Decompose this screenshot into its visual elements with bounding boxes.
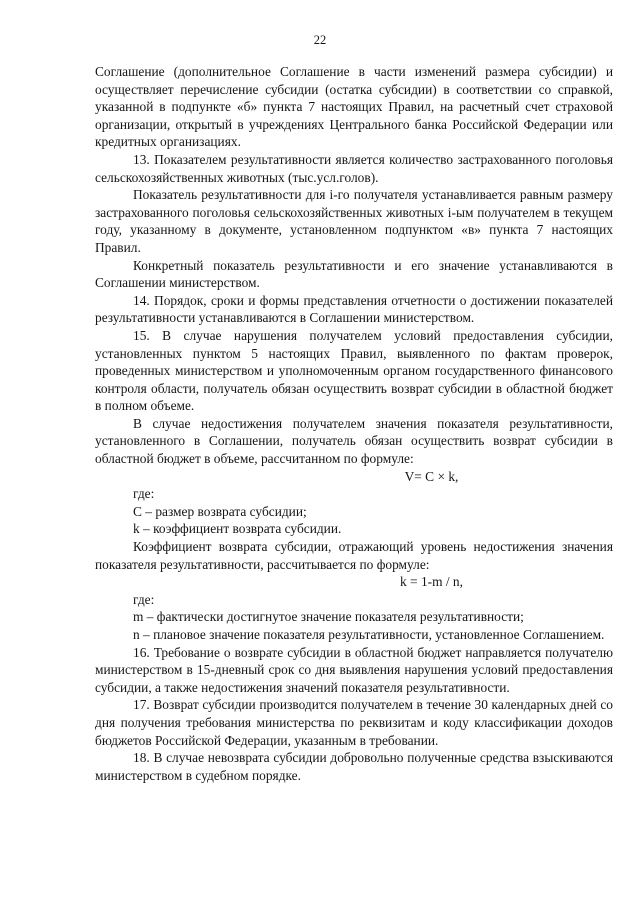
paragraph-15: 15. В случае нарушения получателем условий предоставления субсидии, установленных пунктом 5 настоящих Правил, выявленного по фактам проверок, проведенных министерством и уполномоченным органом государственного финансового контроля области, получатель обязан осуществить возврат субсидии в областной бюджет в полном объеме. (95, 327, 613, 414)
paragraph-15-coefficient: Коэффициент возврата субсидии, отражающий уровень недостижения значения показателя результативности, рассчитывается по формуле: (95, 539, 613, 572)
formula-coefficient: k = 1-m / n, (400, 574, 463, 590)
definition-m: m – фактически достигнутое значение показателя результативности; (133, 609, 524, 625)
page-number: 22 (313, 33, 327, 47)
where-label: где: (133, 591, 155, 607)
paragraph-15-shortfall: В случае недостижения получателем значения показателя результативности, установленного в Соглашении, получатель обязан осуществить возврат субсидии в областной бюджет в объеме, рассчитанном по формуле: (95, 415, 613, 467)
paragraph-13-agreement: Конкретный показатель результативности и его значение устанавливаются в Соглашении министерством. (95, 257, 613, 291)
formula-return-volume: V= C × k, (404, 468, 459, 484)
paragraph-13-indicator: Показатель результативности для i-го получателя устанавливается равным размеру застрахованного поголовья сельскохозяйственных животных i-ым получателем в текущем году, указанному в документе, установленном подпунктом «в» пункта 7 настоящих Правил. (95, 187, 613, 255)
paragraph-17: 17. Возврат субсидии производится получателем в течение 30 календарных дней со дня получения требования министерства по реквизитам и коду классификации доходов бюджетов Российской Федерации, указанным в требовании. (95, 697, 613, 748)
paragraph-13: 13. Показателем результативности является количество застрахованного поголовья сельскохозяйственных животных (тыс.усл.голов). (95, 151, 613, 185)
paragraph-14: 14. Порядок, сроки и формы представления отчетности о достижении показателей результативности устанавливаются в Соглашении министерством. (95, 292, 613, 326)
definition-n: n – плановое значение показателя результативности, установленное Соглашением. (133, 627, 605, 642)
where-label: где: (133, 486, 155, 502)
paragraph-agreement-transfer: Соглашение (дополнительное Соглашение в части изменений размера субсидии) и осуществляет перечисление субсидии (остатка субсидии) в соответствии со справкой, указанной в подпункте «б» пункта 7 настоящих Правил, на расчетный счет страховой организации, открытый в учреждениях Центрального банка Российской Федерации или кредитных организациях. (95, 64, 613, 150)
paragraph-18: 18. В случае невозврата субсидии добровольно полученные средства взыскиваются министерством в судебном порядке. (95, 750, 613, 783)
definition-k: k – коэффициент возврата субсидии. (133, 521, 342, 537)
document-body (95, 63, 613, 784)
paragraph-16: 16. Требование о возврате субсидии в областной бюджет направляется получателю министерством в 15-дневный срок со дня выявления нарушения условий предоставления субсидии, а также недостижения значений показателя результативности. (95, 644, 613, 695)
definition-c: C – размер возврата субсидии; (133, 503, 307, 519)
